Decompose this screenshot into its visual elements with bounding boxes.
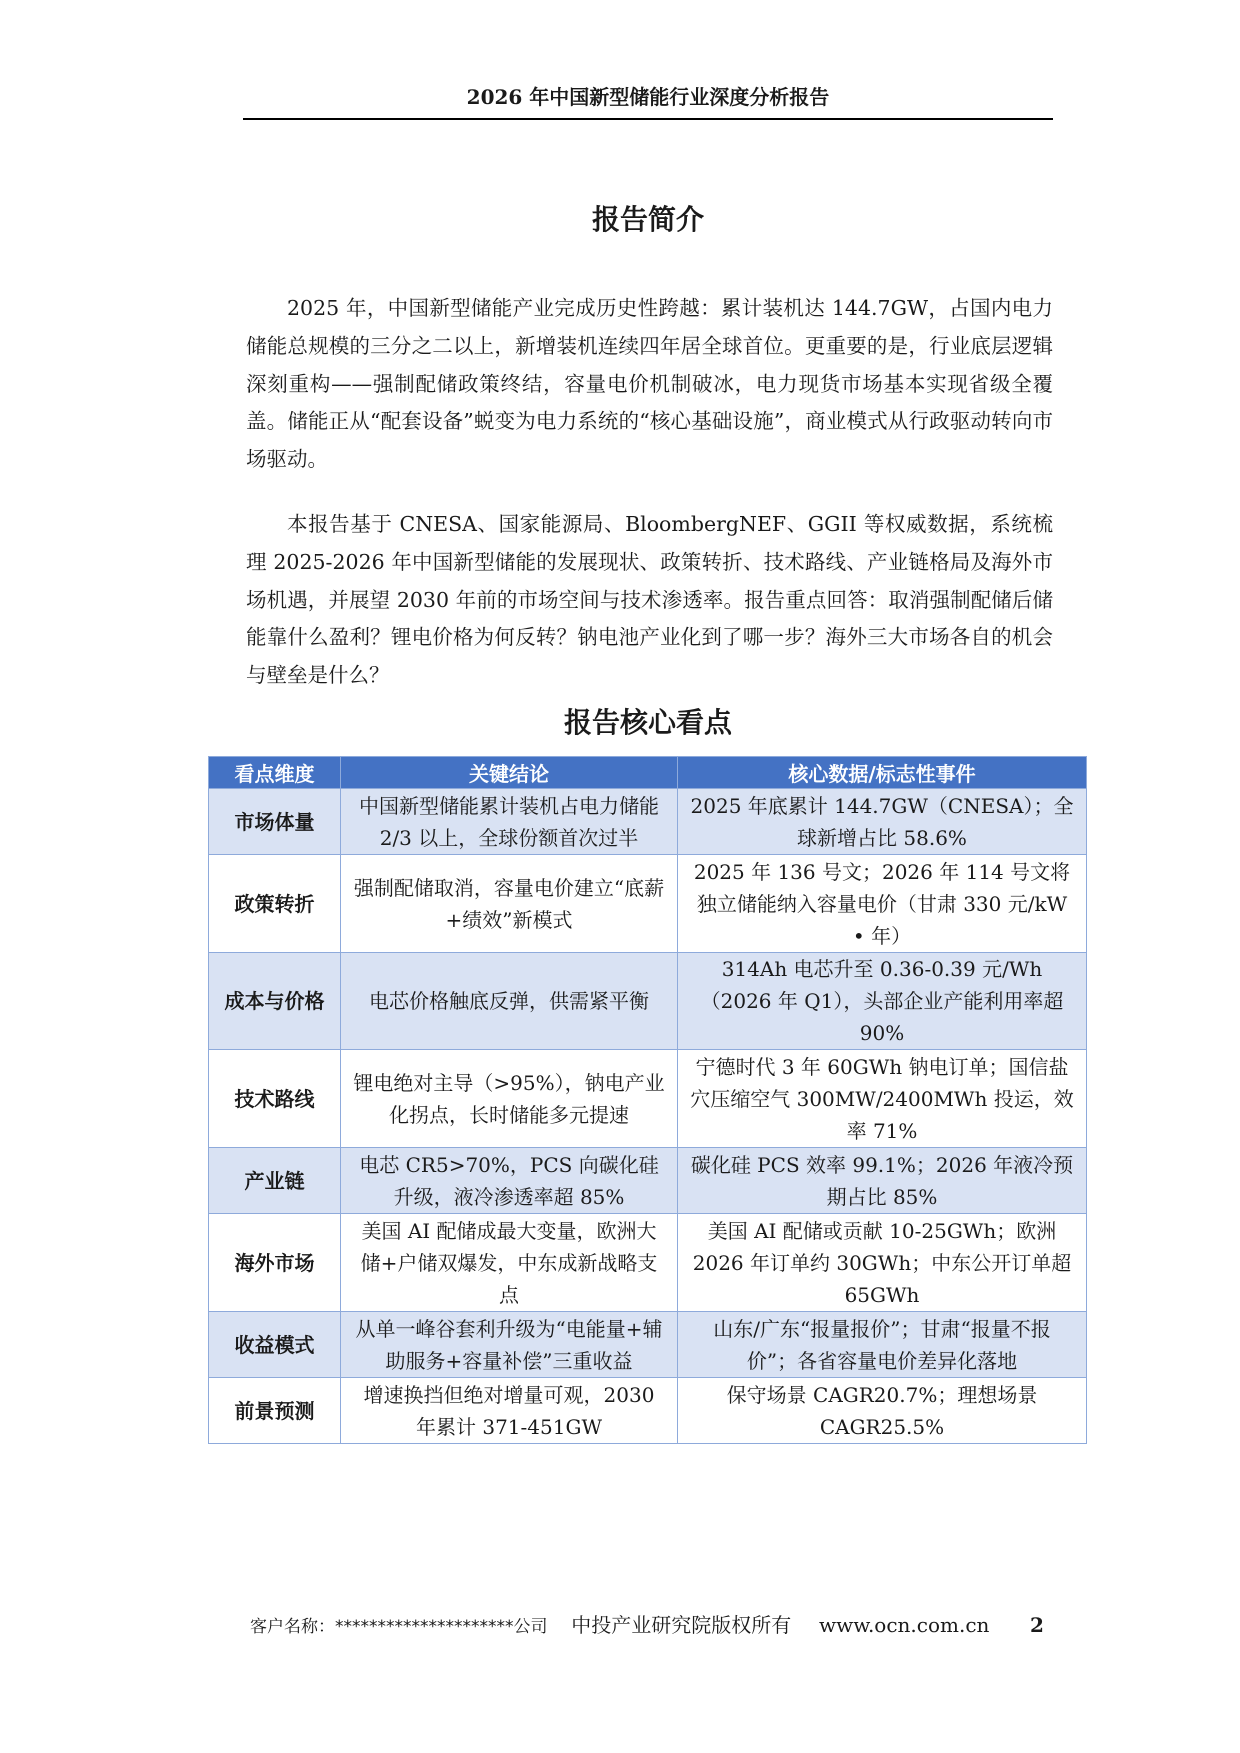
row-conclusion: 电芯 CR5>70%，PCS 向碳化硅升级，液冷渗透率超 85% (341, 1148, 678, 1214)
row-data: 保守场景 CAGR20.7%；理想场景 CAGR25.5% (678, 1378, 1087, 1444)
row-conclusion: 锂电绝对主导（>95%），钠电产业化拐点，长时储能多元提速 (341, 1050, 678, 1148)
row-dimension: 收益模式 (209, 1312, 341, 1378)
page-footer (250, 1612, 1044, 1640)
row-dimension: 产业链 (209, 1148, 341, 1214)
row-data: 2025 年底累计 144.7GW（CNESA）；全球新增占比 58.6% (678, 789, 1087, 855)
footer-copyright: 中投产业研究院版权所有 (571, 1613, 792, 1637)
row-conclusion: 增速换挡但绝对增量可观，2030 年累计 371-451GW (341, 1378, 678, 1444)
core-highlights-table (208, 756, 1087, 1444)
table-row (209, 1214, 1087, 1312)
table-row (209, 1050, 1087, 1148)
row-dimension: 海外市场 (209, 1214, 341, 1312)
row-data: 碳化硅 PCS 效率 99.1%；2026 年液冷预期占比 85% (678, 1148, 1087, 1214)
intro-paragraph-2: 本报告基于 CNESA、国家能源局、BloombergNEF、GGII 等权威数据，系统梳理 2025-2026 年中国新型储能的发展现状、政策转折、技术路线、产业链格局及海外市场机遇，并展望 2030 年前的市场空间与技术渗透率。报告重点回答：取消强制配储后储能靠什么盈利？锂电价格为何反转？钠电池产业化到了哪一步？海外三大市场各自的机会与壁垒是什么？ (246, 512, 1053, 688)
row-data: 山东/广东“报量报价”；甘肃“报量不报价”；各省容量电价差异化落地 (678, 1312, 1087, 1378)
table-row (209, 789, 1087, 855)
row-data: 美国 AI 配储或贡献 10-25GWh；欧洲 2026 年订单约 30GWh；中东公开订单超 65GWh (678, 1214, 1087, 1312)
row-data: 314Ah 电芯升至 0.36-0.39 元/Wh（2026 年 Q1），头部企业产能利用率超 90% (678, 953, 1087, 1050)
row-dimension: 政策转折 (209, 855, 341, 953)
table-row (209, 1312, 1087, 1378)
row-data: 2025 年 136 号文；2026 年 114 号文将独立储能纳入容量电价（甘肃 330 元/kW • 年） (678, 855, 1087, 953)
table-row (209, 1378, 1087, 1444)
column-header-conclusion: 关键结论 (341, 757, 678, 789)
row-conclusion: 电芯价格触底反弹，供需紧平衡 (341, 953, 678, 1050)
row-conclusion: 从单一峰谷套利升级为“电能量+辅助服务+容量补偿”三重收益 (341, 1312, 678, 1378)
page-number: 2 (1030, 1613, 1044, 1637)
table-row (209, 1148, 1087, 1214)
row-dimension: 前景预测 (209, 1378, 341, 1444)
column-header-dimension: 看点维度 (209, 757, 341, 789)
row-conclusion: 强制配储取消，容量电价建立“底薪+绩效”新模式 (341, 855, 678, 953)
core-table-heading: 报告核心看点 (563, 706, 732, 739)
row-dimension: 市场体量 (209, 789, 341, 855)
header-rule (243, 118, 1053, 120)
intro-paragraph-1: 2025 年，中国新型储能产业完成历史性跨越：累计装机达 144.7GW，占国内电力储能总规模的三分之二以上，新增装机连续四年居全球首位。更重要的是，行业底层逻辑深刻重构——强制配储政策终结，容量电价机制破冰，电力现货市场基本实现省级全覆盖。储能正从“配套设备”蜕变为电力系统的“核心基础设施”，商业模式从行政驱动转向市场驱动。 (246, 296, 1053, 472)
table-row (209, 953, 1087, 1050)
table-header-row (209, 757, 1087, 789)
row-dimension: 技术路线 (209, 1050, 341, 1148)
row-conclusion: 中国新型储能累计装机占电力储能 2/3 以上，全球份额首次过半 (341, 789, 678, 855)
footer-client-name: 客户名称：*********************公司 (250, 1617, 548, 1637)
row-data: 宁德时代 3 年 60GWh 钠电订单；国信盐穴压缩空气 300MW/2400MWh 投运，效率 71% (678, 1050, 1087, 1148)
column-header-data: 核心数据/标志性事件 (678, 757, 1087, 789)
row-dimension: 成本与价格 (209, 953, 341, 1050)
footer-website-link[interactable]: www.ocn.com.cn (818, 1613, 990, 1637)
running-header-title: 2026 年中国新型储能行业深度分析报告 (466, 85, 830, 109)
row-conclusion: 美国 AI 配储成最大变量，欧洲大储+户储双爆发，中东成新战略支点 (341, 1214, 678, 1312)
intro-heading: 报告简介 (591, 203, 704, 236)
table-row (209, 855, 1087, 953)
